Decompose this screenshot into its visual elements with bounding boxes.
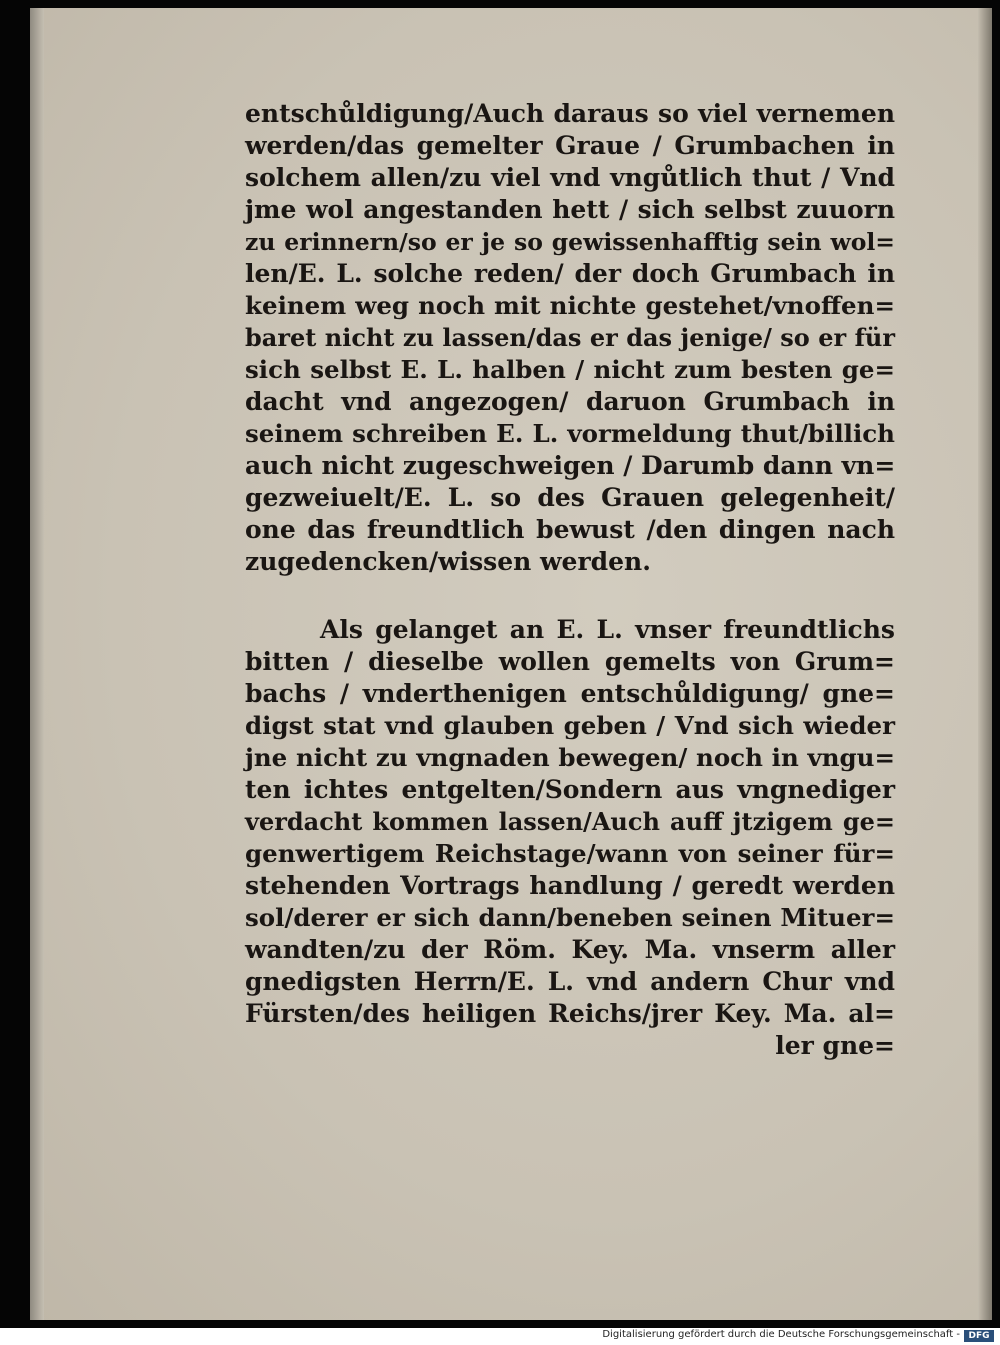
text-line: entschůldigung/Auch daraus so viel vernemen	[245, 99, 895, 128]
text-line: baret nicht zu lassen/das er das jenige/ so er für	[245, 323, 895, 352]
text-line: genwertigem Reichstage/wann von seiner für=	[245, 839, 895, 868]
text-line: wandten/zu der Röm. Key. Ma. vnserm aller	[245, 935, 895, 964]
text-line: Fürsten/des heiligen Reichs/jrer Key. Ma. al=	[245, 999, 895, 1028]
text-line: bitten / dieselbe wollen gemelts von Grum=	[245, 647, 895, 676]
text-line: jme wol angestanden hett / sich selbst zuuorn	[245, 195, 895, 224]
text-line: jne nicht zu vngnaden bewegen/ noch in vngu=	[245, 743, 895, 772]
text-line: seinem schreiben E. L. vormeldung thut/billich	[245, 419, 895, 448]
text-line: zugedencken/wissen werden.	[245, 547, 651, 576]
text-line: bachs / vnderthenigen entschůldigung/ gne=	[245, 679, 895, 708]
text-line: one das freundtlich bewust /den dingen nach	[245, 515, 895, 544]
catchword: ler gne=	[775, 1031, 895, 1060]
text-line: zu erinnern/so er je so gewissenhafftig sein wol=	[245, 228, 895, 256]
paragraph-1	[245, 98, 895, 578]
text-line: Als gelanget an E. L. vnser freundtlichs	[320, 615, 895, 644]
page-fold-shadow	[30, 8, 44, 1320]
text-line: stehenden Vortrags handlung / geredt werden	[245, 871, 895, 900]
page-edge-shadow	[978, 8, 992, 1320]
dfg-logo[interactable]: DFG	[964, 1330, 994, 1342]
text-line: keinem weg noch mit nichte gestehet/vnoffen=	[245, 291, 895, 320]
text-line: gnedigsten Herrn/E. L. vnd andern Chur vnd	[245, 967, 895, 996]
text-line: werden/das gemelter Graue / Grumbachen in	[245, 131, 895, 160]
text-line: solchem allen/zu viel vnd vngůtlich thut / Vnd	[245, 163, 895, 192]
text-line: dacht vnd angezogen/ daruon Grumbach in	[245, 387, 895, 416]
text-line: sol/derer er sich dann/beneben seinen Mituer=	[245, 903, 895, 932]
footer-bar	[0, 1328, 1000, 1345]
paragraph-2	[245, 614, 895, 1062]
text-line: digst stat vnd glauben geben / Vnd sich wieder	[245, 711, 895, 740]
text-line: verdacht kommen lassen/Auch auff jtzigem ge=	[245, 807, 895, 836]
text-line: auch nicht zugeschweigen / Darumb dann vn=	[245, 451, 896, 480]
text-line: gezweiuelt/E. L. so des Grauen gelegenheit/	[245, 483, 895, 512]
text-line: sich selbst E. L. halben / nicht zum besten ge=	[245, 355, 895, 384]
funding-credit: Digitalisierung gefördert durch die Deutsche Forschungsgemeinschaft -	[602, 1329, 960, 1340]
text-line: ten ichtes entgelten/Sondern aus vngnediger	[245, 775, 895, 804]
text-line: len/E. L. solche reden/ der doch Grumbach in	[245, 259, 895, 288]
